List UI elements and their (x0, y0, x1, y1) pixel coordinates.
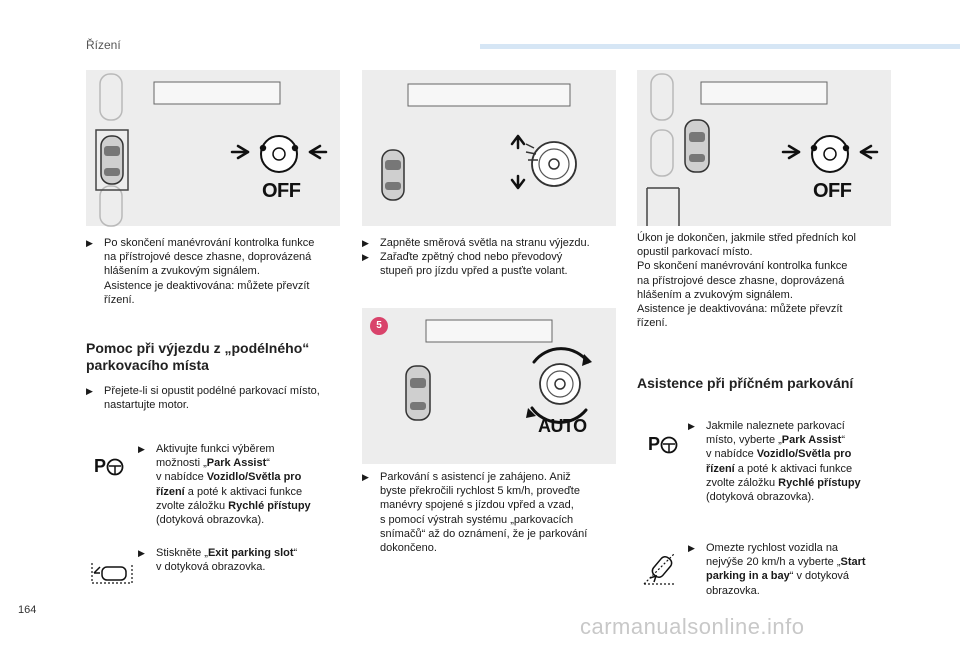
bullet-icon: ▶ (86, 238, 93, 248)
illustration-panel-1 (86, 70, 340, 226)
section-heading-exit-parallel: Pomoc při výjezdu z „podélného“ parkovacího místa (86, 340, 310, 373)
bullet-icon: ▶ (362, 472, 369, 482)
col1-paragraph-3: ▶ Aktivujte funkci výběrem možnosti „Park Assist“ v nabídce Vozidlo/Světla pro řízení a poté k aktivaci funkce zvolte záložku Rychlé přístupy (dotyková obrazovka). (138, 443, 311, 527)
park-assist-icon (94, 454, 134, 482)
illustration-panel-4 (637, 70, 891, 226)
auto-label: AUTO (538, 416, 587, 436)
col1-paragraph-4: ▶ Stiskněte „Exit parking slot“ v dotyková obrazovka. (138, 547, 298, 574)
bullet-icon: ▶ (688, 543, 695, 553)
watermark: carmanualsonline.info (580, 614, 805, 639)
bullet-icon: ▶ (138, 548, 145, 558)
col3-paragraph-2: ▶ Jakmile naleznete parkovací místo, vyberte „Park Assist“ v nabídce Vozidlo/Světla pro řízení a poté k aktivaci funkce zvolte záložku Rychlé přístupy (dotyková obrazovka). (688, 420, 861, 504)
header-bar (480, 44, 960, 49)
svg-text:P: P (648, 434, 661, 454)
turn-signal-gear-illustration (362, 70, 616, 226)
auto-steering-illustration (362, 308, 616, 464)
section-title: Řízení (86, 38, 121, 52)
start-parking-bay-icon (640, 548, 680, 588)
col3-paragraph-1: Úkon je dokončen, jakmile střed předních kol opustil parkovací místo. Po skončení manévrování kontrolka funkce na přístrojové desce zhasne, doprovázená hlášením a zvukovým signálem. Asistence je deaktivována: můžete převzít řízení. (637, 232, 856, 330)
park-assist-icon (648, 432, 688, 460)
col2-paragraph-2: ▶ Parkování s asistencí je zahájeno. Aniž byste překročili rychlost 5 km/h, proveďte manévry spojené s jízdou vpřed a vzad, s pomocí výstrah systému „parkovacích snímačů“ až do oznámení, že je parkování dokončeno. (362, 471, 588, 555)
page-number: 164 (18, 604, 37, 616)
col3-paragraph-3: ▶ Omezte rychlost vozidla na nejvýše 20 km/h a vyberte „Start parking in a bay“ v dotyková obrazovka. (688, 542, 866, 597)
section-heading-bay-parking: Asistence při příčném parkování (637, 375, 854, 391)
bay-parking-off-illustration (637, 70, 891, 226)
col1-paragraph-2: ▶ Přejete-li si opustit podélné parkovací místo, nastartujte motor. (86, 385, 320, 412)
bullet-icon: ▶ (362, 238, 369, 248)
off-label: OFF (262, 180, 301, 202)
col2-paragraph-1: ▶ Zapněte směrová světla na stranu výjezdu. ▶ Zařaďte zpětný chod nebo převodový stupeň pro jízdu vpřed a pusťte volant. (362, 237, 590, 278)
illustration-panel-2 (362, 70, 616, 226)
exit-parking-slot-icon (90, 559, 134, 587)
bullet-icon: ▶ (138, 444, 145, 454)
off-label: OFF (813, 180, 852, 202)
step-badge: 5 (370, 317, 388, 335)
bullet-icon: ▶ (688, 421, 695, 431)
col1-paragraph-1: ▶ Po skončení manévrování kontrolka funkce na přístrojové desce zhasne, doprovázená hlášením a zvukovým signálem. Asistence je deaktivována: můžete převzít řízení. (86, 237, 315, 306)
bullet-icon: ▶ (362, 252, 369, 263)
bullet-icon: ▶ (86, 386, 93, 396)
illustration-panel-3 (362, 308, 616, 464)
parking-exit-off-illustration (86, 70, 340, 226)
svg-text:P: P (94, 456, 107, 476)
